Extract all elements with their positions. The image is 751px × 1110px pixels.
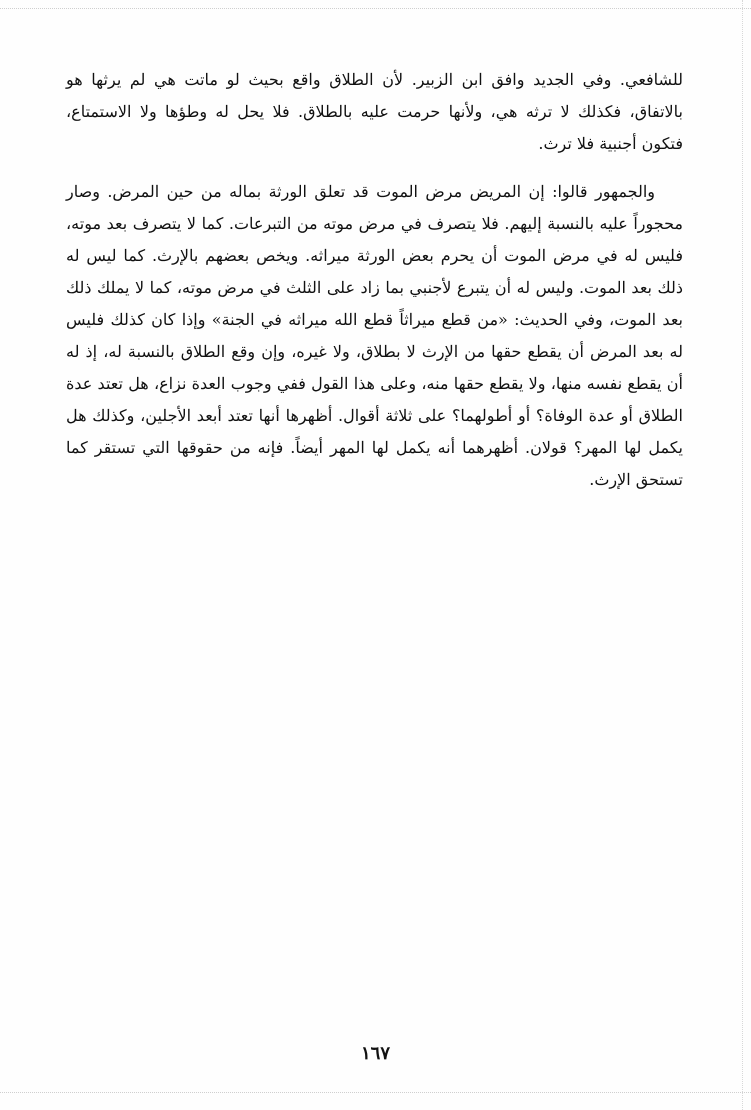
page-number: ١٦٧ bbox=[360, 1043, 390, 1064]
paragraph-1: للشافعي. وفي الجديد وافق ابن الزبير. لأن الطلاق واقع بحيث لو ماتت هي لم يرثها هو بالاتفاق، فكذلك لا ترثه هي، ولأنها حرمت عليه بالطلاق. فلا يحل له وطؤها ولا الاستمتاع، فتكون أجنبية فلا ترث. bbox=[66, 70, 683, 153]
paragraph-2: والجمهور قالوا: إن المريض مرض الموت قد تعلق الورثة بماله من حين المرض. وصار محجوراً عليه بالنسبة إليهم. فلا يتصرف في مرض موته من التبرعات. كما لا يتصرف بعد موته، فليس له في مرض الموت أن يحرم بعض الورثة ميراثه. ويخص بعضهم بالإرث. كما ليس له ذلك بعد الموت. وليس له أن يتبرع لأجنبي بما زاد على الثلث في مرض موته، كما لا يملك ذلك بعد الموت، وفي الحديث: «من قطع ميراثاً قطع الله ميراثه في الجنة» وإذا كان كذلك فليس له بعد المرض أن يقطع حقها من الإرث لا بطلاق، ولا غيره، وإن وقع الطلاق بالنسبة له، إذ له أن يقطع نفسه منها، ولا يقطع حقها منه، وعلى هذا القول ففي وجوب العدة نزاع، هل تعتد عدة الطلاق أو عدة الوفاة؟ أو أطولهما؟ على ثلاثة أقوال. أظهرها أنها تعتد أبعد الأجلين، وكذلك هل يكمل لها المهر؟ قولان. أظهرهما أنه يكمل لها المهر أيضاً. فإنه من حقوقها التي تستقر كما تستحق الإرث. bbox=[66, 182, 683, 489]
scan-edge-right bbox=[742, 0, 743, 1110]
scan-edge-bottom bbox=[0, 1092, 751, 1093]
scan-edge-top bbox=[0, 8, 751, 9]
